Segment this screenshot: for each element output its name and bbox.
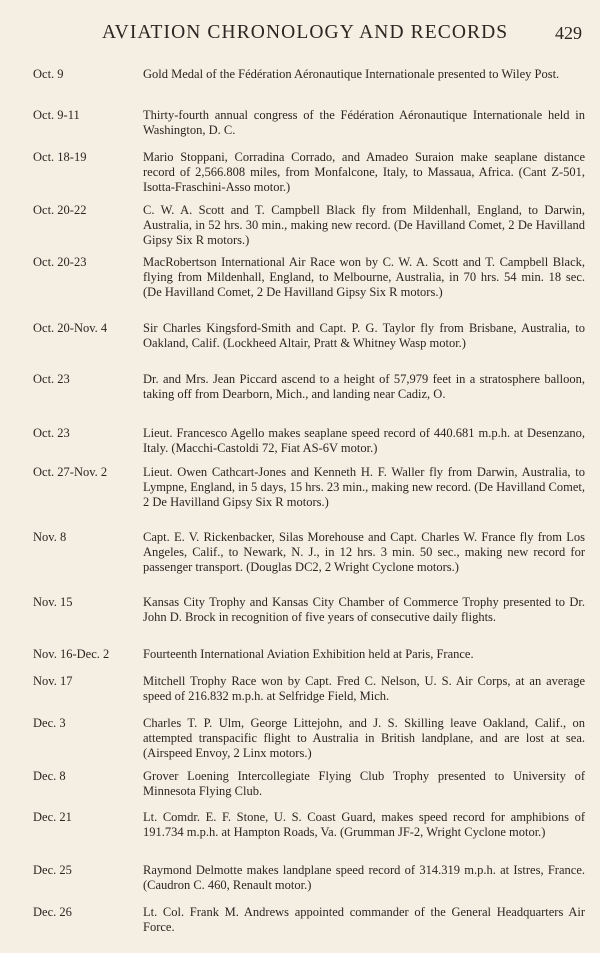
- entry-date: Nov. 15: [33, 595, 73, 609]
- entry-date: Oct. 27-Nov. 2: [33, 465, 108, 479]
- entry-text: Fourteenth International Aviation Exhibition held at Paris, France.: [143, 647, 474, 661]
- entry-text: Lt. Comdr. E. F. Stone, U. S. Coast Guard, makes speed record for amphibions of 191.734 m.p.h. at Hampton Roads, Va. (Grumman JF-2, Wright Cyclone motor.): [143, 810, 585, 839]
- running-header: [0, 20, 600, 54]
- entry-date: Oct. 18-19: [33, 150, 87, 164]
- entry-date: Oct. 9: [33, 67, 64, 81]
- entry-text: Sir Charles Kingsford-Smith and Capt. P. G. Taylor fly from Brisbane, Australia, to Oakland, Calif. (Lockheed Altair, Pratt & Whitney Wasp motor.): [143, 321, 585, 350]
- entry-date: Dec. 8: [33, 769, 66, 783]
- entry-text: Grover Loening Intercollegiate Flying Club Trophy presented to University of Minnesota Flying Club.: [143, 769, 585, 798]
- entry-text: Lt. Col. Frank M. Andrews appointed commander of the General Headquarters Air Force.: [143, 905, 585, 934]
- entry-date: Oct. 23: [33, 426, 70, 440]
- entry-date: Dec. 26: [33, 905, 72, 919]
- entry-text: Dr. and Mrs. Jean Piccard ascend to a height of 57,979 feet in a stratosphere balloon, taking off from Dearborn, Mich., and landing near Cadiz, O.: [143, 372, 585, 401]
- entry-date: Nov. 16-Dec. 2: [33, 647, 110, 661]
- entry-text: Lieut. Owen Cathcart-Jones and Kenneth H. F. Waller fly from Darwin, Australia, to Lympne, England, in 5 days, 15 hrs. 23 min., making new record. (De Havilland Comet, 2 De Havilland Gipsy Six R motors.): [143, 465, 585, 509]
- entry-text: Thirty-fourth annual congress of the Fédération Aéronautique Internationale held in Washington, D. C.: [143, 108, 585, 137]
- entry-text: Gold Medal of the Fédération Aéronautique Internationale presented to Wiley Post.: [143, 67, 560, 81]
- entry-date: Oct. 20-22: [33, 203, 87, 217]
- entry-text: Kansas City Trophy and Kansas City Chamber of Commerce Trophy presented to Dr. John D. Brock in recognition of five years of consecutive daily flights.: [143, 595, 585, 624]
- entry-text: MacRobertson International Air Race won by C. W. A. Scott and T. Campbell Black, flying from Mildenhall, England, to Melbourne, Australia, in 70 hrs. 54 min. 18 sec. (De Havilland Comet, 2 De Havilland Gipsy Six R motors.): [143, 255, 585, 299]
- entry-text: Capt. E. V. Rickenbacker, Silas Morehouse and Capt. Charles W. France fly from Los Angeles, Calif., to Newark, N. J., in 12 hrs. 3 min. 50 sec., making new record for passenger transport. (Douglas DC2, 2 Wright Cyclone motors.): [143, 530, 585, 574]
- entry-date: Nov. 8: [33, 530, 67, 544]
- entry-date: Oct. 20-23: [33, 255, 87, 269]
- entry-date: Oct. 9-11: [33, 108, 80, 122]
- entry-text: Mario Stoppani, Corradina Corrado, and Amadeo Suraion make seaplane distance record of 2,566.808 miles, from Monfalcone, Italy, to Massaua, Africa. (Cant Z-501, Isotta-Fraschini-Asso motor.): [143, 150, 585, 194]
- entry-text: Charles T. P. Ulm, George Littejohn, and J. S. Skilling leave Oakland, Calif., on attempted transpacific flight to Australia in British landplane, and are lost at sea. (Airspeed Envoy, 2 Linx motors.): [143, 716, 585, 760]
- entry-date: Dec. 3: [33, 716, 66, 730]
- entry-text: Raymond Delmotte makes landplane speed record of 314.319 m.p.h. at Istres, France. (Caudron C. 460, Renault motor.): [143, 863, 585, 892]
- entry-text: C. W. A. Scott and T. Campbell Black fly from Mildenhall, England, to Darwin, Australia, in 52 hrs. 30 min., making new record. (De Havilland Comet, 2 De Havilland Gipsy Six R motors.): [143, 203, 585, 247]
- entry-text: Lieut. Francesco Agello makes seaplane speed record of 440.681 m.p.h. at Desenzano, Italy. (Macchi-Castoldi 72, Fiat AS-6V motor.): [143, 426, 585, 455]
- entry-date: Nov. 17: [33, 674, 73, 688]
- running-title: AVIATION CHRONOLOGY AND RECORDS: [102, 22, 509, 43]
- entry-date: Dec. 25: [33, 863, 72, 877]
- entry-date: Oct. 23: [33, 372, 70, 386]
- entry-date: Oct. 20-Nov. 4: [33, 321, 108, 335]
- page-number: 429: [555, 23, 582, 43]
- entry-text: Mitchell Trophy Race won by Capt. Fred C. Nelson, U. S. Air Corps, at an average speed of 216.832 m.p.h. at Selfridge Field, Mich.: [143, 674, 585, 703]
- entry-date: Dec. 21: [33, 810, 72, 824]
